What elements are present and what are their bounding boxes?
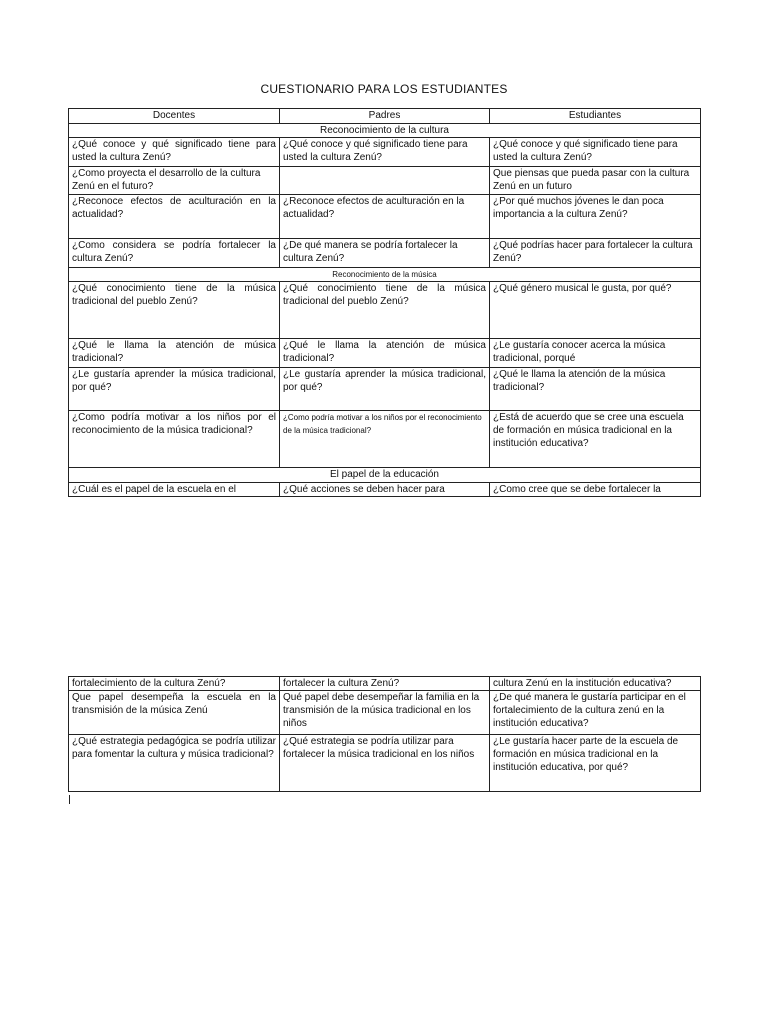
table-row: [69, 691, 701, 735]
section-row: [69, 124, 701, 138]
document-title: CUESTIONARIO PARA LOS ESTUDIANTES: [260, 82, 508, 96]
cell-estudiantes: ¿Le gustaría hacer parte de la escuela de formación en música tradicional en la institución educativa, por qué?: [490, 735, 701, 792]
header-estudiantes: Estudiantes: [490, 109, 701, 124]
cell-docentes: ¿Reconoce efectos de aculturación en la actualidad?: [69, 195, 280, 239]
section-musica: Reconocimiento de la música: [69, 268, 701, 282]
section-row: [69, 268, 701, 282]
cell-estudiantes: ¿De qué manera le gustaría participar en el fortalecimiento de la cultura zenú en la institución educativa?: [490, 691, 701, 735]
cell-padres: ¿Qué acciones se deben hacer para: [280, 483, 490, 497]
table-row: [69, 195, 701, 239]
section-educacion: El papel de la educación: [69, 468, 701, 483]
cell-estudiantes: Que piensas que pueda pasar con la cultura Zenú en un futuro: [490, 167, 701, 195]
table-row: [69, 167, 701, 195]
text-cursor: [69, 795, 70, 804]
section-row: [69, 468, 701, 483]
cell-padres: [280, 167, 490, 195]
header-row: [69, 109, 701, 124]
table-row: [69, 138, 701, 167]
table-row: [69, 368, 701, 411]
cell-padres: ¿Qué conocimiento tiene de la música tradicional del pueblo Zenú?: [280, 282, 490, 339]
cell-estudiantes: ¿Qué le llama la atención de la música tradicional?: [490, 368, 701, 411]
table-row: [69, 339, 701, 368]
table-row: [69, 483, 701, 497]
cell-estudiantes: ¿Qué conoce y qué significado tiene para usted la cultura Zenú?: [490, 138, 701, 167]
cell-padres: fortalecer la cultura Zenú?: [280, 677, 490, 691]
header-padres: Padres: [280, 109, 490, 124]
cell-padres: ¿Le gustaría aprender la música tradicional, por qué?: [280, 368, 490, 411]
cell-docentes: ¿Qué conoce y qué significado tiene para usted la cultura Zenú?: [69, 138, 280, 167]
table-row: [69, 282, 701, 339]
questionnaire-table-page-2: [68, 676, 701, 792]
cell-padres: ¿Qué estrategia se podría utilizar para fortalecer la música tradicional en los niños: [280, 735, 490, 792]
cell-padres: ¿Como podría motivar a los niños por el reconocimiento de la música tradicional?: [280, 411, 490, 468]
cell-docentes: fortalecimiento de la cultura Zenú?: [69, 677, 280, 691]
questionnaire-table-page-1: [68, 108, 701, 497]
table-row: [69, 735, 701, 792]
cell-docentes: ¿Cuál es el papel de la escuela en el: [69, 483, 280, 497]
cell-docentes: ¿Qué le llama la atención de música tradicional?: [69, 339, 280, 368]
cell-estudiantes: cultura Zenú en la institución educativa?: [490, 677, 701, 691]
cell-padres: ¿Reconoce efectos de aculturación en la actualidad?: [280, 195, 490, 239]
cell-padres: Qué papel debe desempeñar la familia en la transmisión de la música tradicional en los niños: [280, 691, 490, 735]
cell-estudiantes: ¿Por qué muchos jóvenes le dan poca importancia a la cultura Zenú?: [490, 195, 701, 239]
cell-docentes: ¿Qué estrategia pedagógica se podría utilizar para fomentar la cultura y música tradicional?: [69, 735, 280, 792]
cell-docentes: ¿Le gustaría aprender la música tradicional, por qué?: [69, 368, 280, 411]
cell-estudiantes: ¿Como cree que se debe fortalecer la: [490, 483, 701, 497]
cell-estudiantes: ¿Qué podrías hacer para fortalecer la cultura Zenú?: [490, 239, 701, 268]
cell-docentes: ¿Como considera se podría fortalecer la cultura Zenú?: [69, 239, 280, 268]
cell-docentes: ¿Como podría motivar a los niños por el reconocimiento de la música tradicional?: [69, 411, 280, 468]
cell-estudiantes: ¿Le gustaría conocer acerca la música tradicional, porqué: [490, 339, 701, 368]
cell-docentes: ¿Qué conocimiento tiene de la música tradicional del pueblo Zenú?: [69, 282, 280, 339]
cell-docentes: ¿Como proyecta el desarrollo de la cultura Zenú en el futuro?: [69, 167, 280, 195]
cell-estudiantes: ¿Está de acuerdo que se cree una escuela de formación en música tradicional en la institución educativa?: [490, 411, 701, 468]
table-row: [69, 411, 701, 468]
cell-estudiantes: ¿Qué género musical le gusta, por qué?: [490, 282, 701, 339]
table-row: [69, 677, 701, 691]
cell-padres: ¿Qué le llama la atención de música tradicional?: [280, 339, 490, 368]
section-cultura: Reconocimiento de la cultura: [69, 124, 701, 138]
cell-docentes: Que papel desempeña la escuela en la transmisión de la música Zenú: [69, 691, 280, 735]
table-row: [69, 239, 701, 268]
cell-padres: ¿Qué conoce y qué significado tiene para usted la cultura Zenú?: [280, 138, 490, 167]
cell-padres: ¿De qué manera se podría fortalecer la cultura Zenú?: [280, 239, 490, 268]
header-docentes: Docentes: [69, 109, 280, 124]
